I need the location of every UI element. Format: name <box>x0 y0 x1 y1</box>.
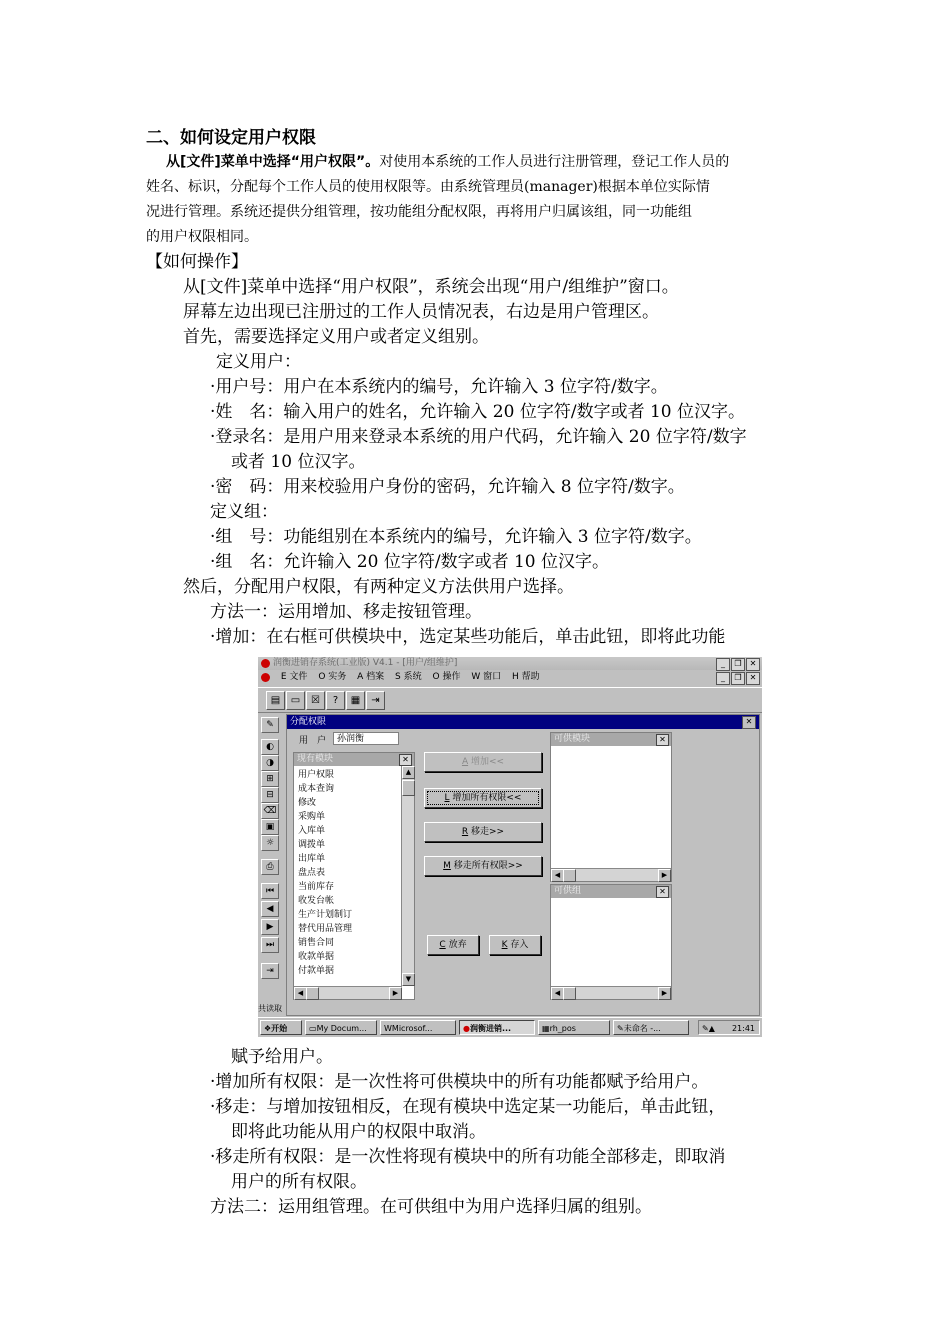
horizontal-scrollbar[interactable] <box>551 986 671 999</box>
existing-modules-close-icon[interactable]: ✕ <box>399 754 412 766</box>
body-line: ·登录名：是用户用来登录本系统的用户代码，允许输入 20 位字符/数字 <box>210 427 747 447</box>
calculator-icon[interactable]: ▦ <box>346 691 365 710</box>
menu-help[interactable]: H 帮助 <box>511 672 540 682</box>
assign-permissions-dialog <box>286 714 760 1016</box>
scroll-right-icon[interactable]: ▶ <box>389 987 402 1000</box>
cancel-icon[interactable]: ☒ <box>306 691 325 710</box>
record-prev-icon[interactable]: ◐ <box>261 739 279 755</box>
taskbar <box>258 1017 762 1037</box>
status-text: 共读取 <box>258 1004 282 1013</box>
list-item[interactable]: 替代用品管理 <box>298 924 353 934</box>
body-line: 方法一：运用增加、移走按钮管理。 <box>210 602 482 622</box>
add-all-button[interactable]: L 增加所有权限<< <box>424 788 542 808</box>
previous-record-icon[interactable]: ◀ <box>261 901 279 917</box>
body-line: 首先，需要选择定义用户或者定义组别。 <box>183 327 489 347</box>
last-record-icon[interactable]: ⏭ <box>261 937 279 953</box>
body-line: 屏幕左边出现已注册过的工作人员情况表，右边是用户管理区。 <box>183 302 659 322</box>
word-icon: W <box>384 1024 392 1033</box>
intro-line-2: 姓名、标识，分配每个工作人员的使用权限等。由系统管理员(manager)根据本单位实际情 <box>146 179 710 195</box>
doc-minimize-icon[interactable]: _ <box>716 672 730 685</box>
task-app[interactable]: ●润衡进销... <box>459 1020 535 1035</box>
dialog-close-icon[interactable]: ✕ <box>742 716 756 729</box>
scroll-left-icon[interactable]: ◀ <box>294 987 307 1000</box>
list-item[interactable]: 当前库存 <box>298 882 335 892</box>
body-line: ·组 名：允许输入 20 位字符/数字或者 10 位汉字。 <box>210 552 610 572</box>
scroll-up-icon[interactable]: ▲ <box>402 766 415 779</box>
body-line: ·用户号：用户在本系统内的编号，允许输入 3 位字符/数字。 <box>210 377 668 397</box>
existing-modules-list[interactable] <box>293 752 415 1000</box>
help-icon[interactable]: ? <box>326 691 345 710</box>
user-label: 用 户 <box>299 736 327 746</box>
body-line: 然后，分配用户权限，有两种定义方法供用户选择。 <box>183 577 574 597</box>
find-icon[interactable]: ☼ <box>261 835 279 851</box>
vertical-scrollbar[interactable] <box>401 766 414 986</box>
task-paint[interactable]: ✎未命名 -... <box>613 1020 689 1035</box>
intro-line-1 <box>166 150 729 174</box>
list-item[interactable]: 成本查询 <box>298 784 335 794</box>
intro-bold: 从[文件]菜单中选择“用户权限”。 <box>166 154 380 170</box>
body-line: 定义用户： <box>216 352 301 372</box>
list-item[interactable]: 调拨单 <box>298 840 326 850</box>
list-item[interactable]: 付款单据 <box>298 966 335 976</box>
list-item[interactable]: 用户权限 <box>298 770 335 780</box>
body-line: 定义组： <box>210 502 278 522</box>
scroll-left-icon[interactable]: ◀ <box>551 869 564 882</box>
menu-system[interactable]: S 系统 <box>395 672 422 682</box>
body-line: ·组 号：功能组别在本系统内的编号，允许输入 3 位字符/数字。 <box>210 527 702 547</box>
horizontal-scrollbar[interactable] <box>551 868 671 881</box>
dialog-title: 分配权限 <box>287 715 759 729</box>
clock: 21:41 <box>731 1024 755 1033</box>
menu-business[interactable]: O 实务 <box>318 672 347 682</box>
body-line: 从[文件]菜单中选择“用户权限”，系统会出现“用户/组维护”窗口。 <box>183 277 679 297</box>
insert-icon[interactable]: ⊞ <box>261 771 279 787</box>
scroll-thumb-h[interactable] <box>563 869 576 882</box>
app-task-icon: ● <box>463 1024 470 1033</box>
menu-file[interactable]: E 文件 <box>280 672 308 682</box>
body-line: 或者 10 位汉字。 <box>231 452 366 472</box>
horizontal-scrollbar[interactable] <box>294 986 402 999</box>
section-heading: 二、如何设定用户权限 <box>146 128 316 148</box>
toolbar <box>258 687 762 713</box>
embedded-screenshot <box>258 657 762 1037</box>
list-item[interactable]: 入库单 <box>298 826 326 836</box>
append-icon[interactable]: ⊟ <box>261 787 279 803</box>
body-line: 方法二：运用组管理。在可供组中为用户选择归属的组别。 <box>210 1197 652 1217</box>
body-line: 用户的所有权限。 <box>231 1172 367 1192</box>
body-line: ·移走所有权限：是一次性将现有模块中的所有功能全部移走，即取消 <box>210 1147 726 1167</box>
list-item[interactable]: 销售合同 <box>298 938 335 948</box>
scroll-left-icon[interactable]: ◀ <box>551 987 564 1000</box>
print-icon[interactable]: ⎙ <box>261 859 279 875</box>
list-item[interactable]: 收款单据 <box>298 952 335 962</box>
task-microsoft-word[interactable]: WMicrosof... <box>380 1020 456 1035</box>
scroll-right-icon[interactable]: ▶ <box>658 869 671 882</box>
restore-icon[interactable]: ❐ <box>731 658 745 671</box>
pos-icon: ▦ <box>542 1024 550 1033</box>
exit-door-icon[interactable]: ⇥ <box>261 963 279 979</box>
doc-close-icon[interactable]: ✕ <box>746 672 760 685</box>
scroll-thumb-h[interactable] <box>306 987 319 1000</box>
section-label: 【如何操作】 <box>146 252 248 272</box>
record-next-icon[interactable]: ◑ <box>261 755 279 771</box>
left-toolbar <box>258 713 284 1013</box>
intro-rest: 对使用本系统的工作人员进行注册管理，登记工作人员的 <box>379 154 730 170</box>
task-rh-pos[interactable]: ▦rh_pos <box>538 1020 610 1035</box>
list-item[interactable]: 收发台帐 <box>298 896 335 906</box>
menubar <box>258 671 762 684</box>
doc-restore-icon[interactable]: ❐ <box>731 672 745 685</box>
cascade-icon[interactable]: ▤ <box>266 691 285 710</box>
menu-archive[interactable]: A 档案 <box>357 672 385 682</box>
body-line: 即将此功能从用户的权限中取消。 <box>231 1122 486 1142</box>
body-line: ·密 码：用来校验用户身份的密码，允许输入 8 位字符/数字。 <box>210 477 685 497</box>
menu-window[interactable]: W 窗口 <box>471 672 502 682</box>
close-icon[interactable]: ✕ <box>746 658 760 671</box>
list-item[interactable]: 盘点表 <box>298 868 326 878</box>
body-line: ·增加：在右框可供模块中，选定某些功能后，单击此钮，即将此功能 <box>210 627 726 647</box>
list-item[interactable]: 采购单 <box>298 812 326 822</box>
start-button[interactable]: ❖开始 <box>260 1020 302 1035</box>
available-groups-close-icon[interactable]: ✕ <box>656 886 669 898</box>
save-button[interactable]: K 存入 <box>489 935 541 955</box>
folder-icon: ▭ <box>309 1024 317 1033</box>
windows-logo-icon: ❖ <box>264 1024 272 1033</box>
task-my-documents[interactable]: ▭My Docum... <box>305 1020 377 1035</box>
available-groups-list[interactable] <box>550 884 672 1000</box>
system-tray <box>698 1020 760 1035</box>
window-icon[interactable]: ▭ <box>286 691 305 710</box>
body-line: 赋予给用户。 <box>231 1047 333 1067</box>
body-line: ·移走：与增加按钮相反，在现有模块中选定某一功能后，单击此钮， <box>210 1097 726 1117</box>
app-icon <box>261 659 270 668</box>
edit-icon[interactable]: ✎ <box>261 717 279 733</box>
window-titlebar <box>258 657 762 670</box>
available-modules-title: 可供模块 <box>551 733 671 746</box>
exit-icon[interactable]: ⇥ <box>366 691 385 710</box>
tray-icons: ✎▲ <box>702 1024 715 1033</box>
next-record-icon[interactable]: ▶ <box>261 919 279 935</box>
scroll-down-icon[interactable]: ▼ <box>402 973 415 986</box>
menu-operate[interactable]: O 操作 <box>432 672 461 682</box>
eraser-icon[interactable]: ⌫ <box>261 803 279 819</box>
minimize-icon[interactable]: _ <box>716 658 730 671</box>
available-modules-close-icon[interactable]: ✕ <box>656 734 669 746</box>
remove-button[interactable]: R 移走>> <box>424 822 542 842</box>
discard-button[interactable]: C 放弃 <box>427 935 479 955</box>
existing-modules-title: 现有模块 <box>294 753 414 766</box>
scroll-right-icon[interactable]: ▶ <box>658 987 671 1000</box>
scroll-thumb-h[interactable] <box>563 987 576 1000</box>
remove-all-button[interactable]: M 移走所有权限>> <box>424 856 542 876</box>
user-field[interactable]: 孙润衡 <box>333 732 399 745</box>
available-modules-list[interactable] <box>550 732 672 882</box>
add-button[interactable]: A 增加<< <box>424 752 542 772</box>
list-item[interactable]: 出库单 <box>298 854 326 864</box>
first-record-icon[interactable]: ⏮ <box>261 883 279 899</box>
list-item[interactable]: 修改 <box>298 798 317 808</box>
scroll-thumb[interactable] <box>402 780 415 796</box>
paint-icon: ✎ <box>617 1024 624 1033</box>
window-title: 润衡进销存系统(工业版) V4.1 - [用户/组维护] <box>273 658 458 668</box>
intro-line-4: 的用户权限相同。 <box>146 229 258 245</box>
list-item[interactable]: 生产计划制订 <box>298 910 353 920</box>
doc-icon <box>261 673 270 682</box>
save-icon[interactable]: ▣ <box>261 819 279 835</box>
body-line: ·姓 名：输入用户的姓名，允许输入 20 位字符/数字或者 10 位汉字。 <box>210 402 746 422</box>
intro-line-3: 况进行管理。系统还提供分组管理，按功能组分配权限，再将用户归属该组，同一功能组 <box>146 204 692 220</box>
body-line: ·增加所有权限：是一次性将可供模块中的所有功能都赋予给用户。 <box>210 1072 709 1092</box>
available-groups-title: 可供组 <box>551 885 671 898</box>
